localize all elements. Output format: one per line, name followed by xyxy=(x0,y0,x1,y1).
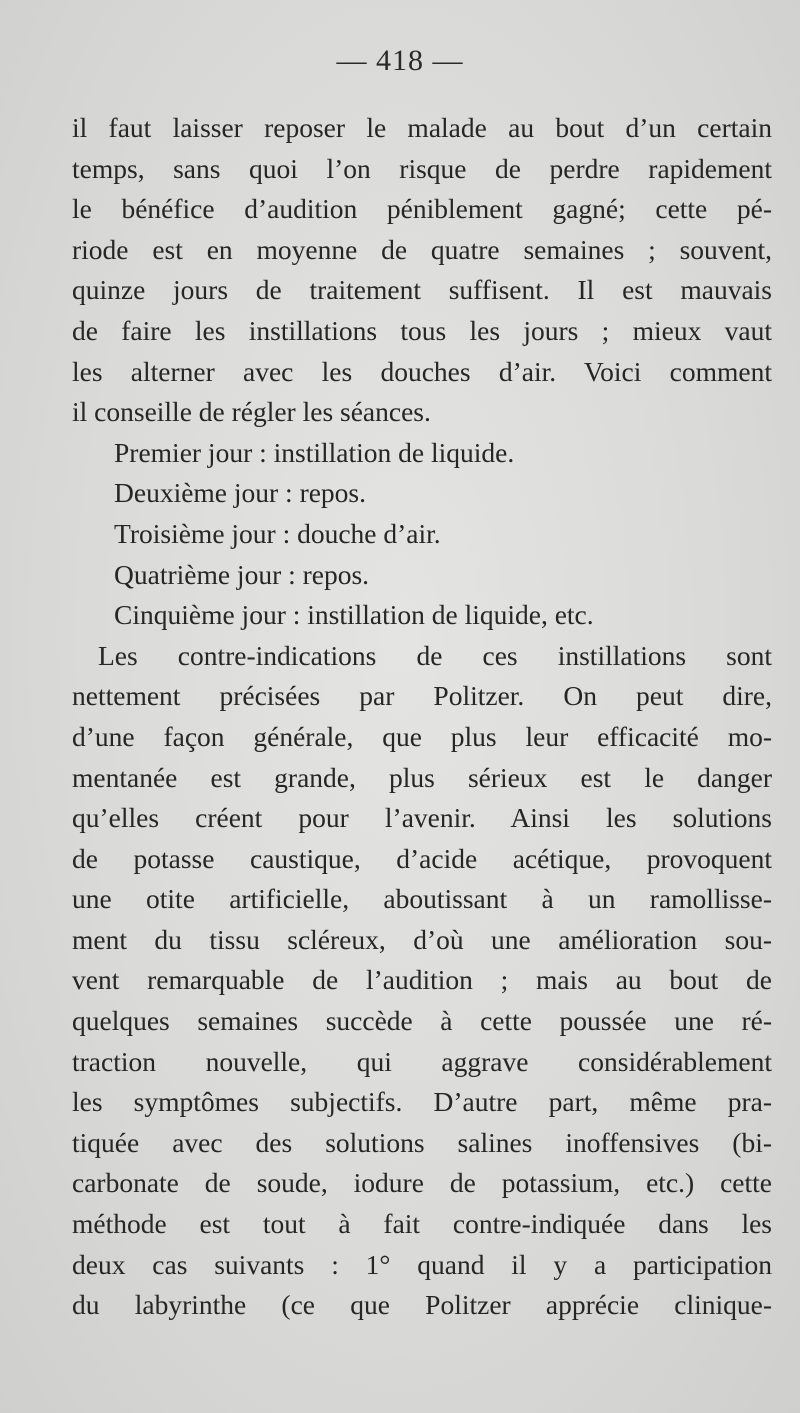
text-line: Les contre-indications de ces instillations sont xyxy=(98,639,772,671)
text-line: de potasse caustique, d’acide acétique, provoquent xyxy=(72,842,772,874)
text-line: traction nouvelle, qui aggrave considérablement xyxy=(72,1045,772,1077)
schedule-line: Troisième jour : douche d’air. xyxy=(114,517,441,549)
text-line: d’une façon générale, que plus leur efficacité mo- xyxy=(72,720,772,752)
text-line: qu’elles créent pour l’avenir. Ainsi les solutions xyxy=(72,802,772,834)
text-line: vent remarquable de l’audition ; mais au bout de xyxy=(72,964,772,996)
text-line: riode est en moyenne de quatre semaines ; souvent, xyxy=(72,233,772,265)
text-line: ment du tissu scléreux, d’où une amélioration sou- xyxy=(72,923,772,955)
text-line: le bénéfice d’audition péniblement gagné; cette pé- xyxy=(72,193,772,225)
text-line: carbonate de soude, iodure de potassium, etc.) cette xyxy=(72,1167,772,1199)
text-line: temps, sans quoi l’on risque de perdre rapidement xyxy=(72,152,772,184)
text-line: tiquée avec des solutions salines inoffensives (bi- xyxy=(72,1126,772,1158)
body-text xyxy=(72,108,772,1326)
text-line: les symptômes subjectifs. D’autre part, même pra- xyxy=(72,1086,772,1118)
text-line: nettement précisées par Politzer. On peut dire, xyxy=(72,680,772,712)
text-line: mentanée est grande, plus sérieux est le danger xyxy=(72,761,772,793)
text-line: quelques semaines succède à cette poussée une ré- xyxy=(72,1005,772,1037)
text-line: deux cas suivants : 1° quand il y a participation xyxy=(72,1248,772,1280)
text-line: quinze jours de traitement suffisent. Il est mauvais xyxy=(72,274,772,306)
text-line: méthode est tout à fait contre-indiquée dans les xyxy=(72,1208,772,1240)
page-number: — 418 — xyxy=(336,44,464,77)
schedule-line: Quatrième jour : repos. xyxy=(114,558,370,590)
schedule-line: Deuxième jour : repos. xyxy=(114,477,367,509)
text-line: il faut laisser reposer le malade au bout d’un certain xyxy=(72,112,772,143)
schedule-line: Cinquième jour : instillation de liquide, etc. xyxy=(114,599,594,631)
text-line: de faire les instillations tous les jours ; mieux vaut xyxy=(72,314,772,346)
text-line: du labyrinthe (ce que Politzer apprécie clinique- xyxy=(72,1289,772,1321)
text-line: une otite artificielle, aboutissant à un ramollisse- xyxy=(72,883,772,915)
text-line: il conseille de régler les séances. xyxy=(72,396,431,428)
schedule-line: Premier jour : instillation de liquide. xyxy=(114,436,515,468)
text-line: les alterner avec les douches d’air. Voici comment xyxy=(72,355,772,387)
